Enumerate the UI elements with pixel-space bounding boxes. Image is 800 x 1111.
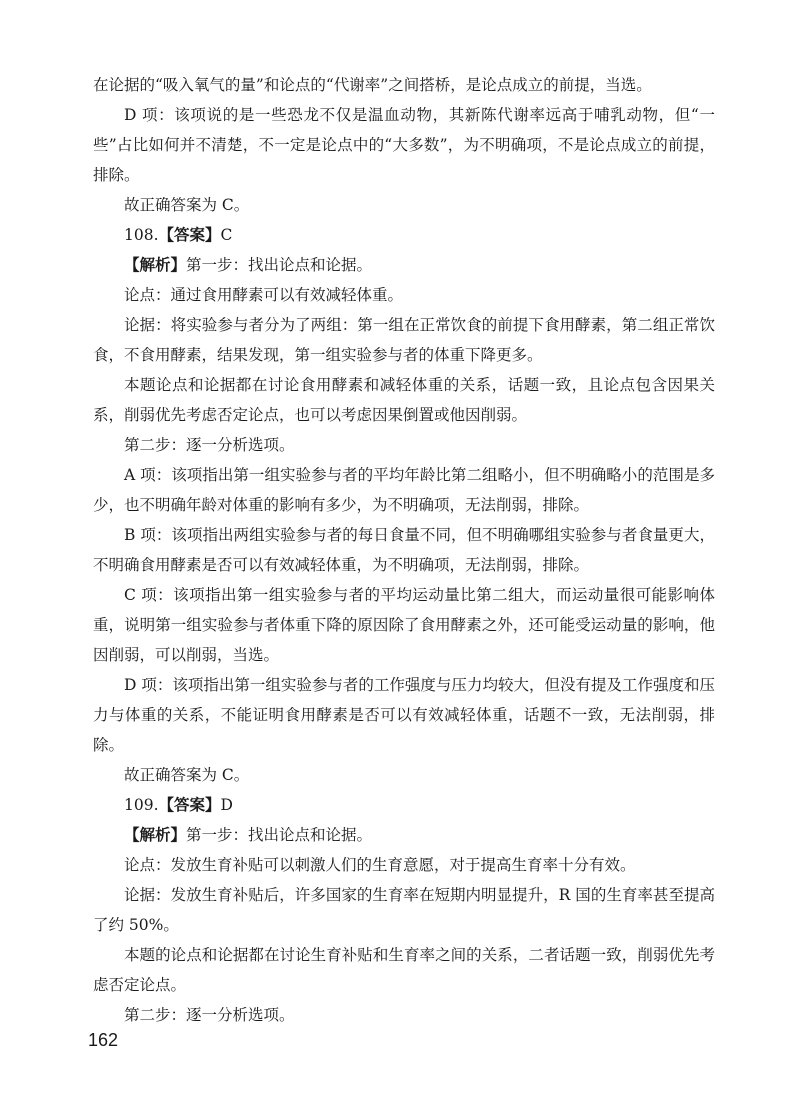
- question-number: 109.: [124, 796, 159, 814]
- paragraph: 第二步：逐一分析选项。: [124, 436, 295, 454]
- answer-line: [93, 220, 715, 250]
- paragraph: 第二步：逐一分析选项。: [124, 1006, 295, 1024]
- paragraph: 本题的论点和论据都在讨论生育补贴和生育率之间的关系，二者话题一致，削弱优先考虑否定论点。: [93, 946, 715, 994]
- analysis-label: 【解析】: [124, 256, 187, 274]
- analysis-label: 【解析】: [124, 826, 187, 844]
- answer-label: 【答案】: [158, 226, 221, 244]
- analysis-text: 第一步：找出论点和论据。: [186, 256, 373, 274]
- question-number: 108.: [124, 226, 159, 244]
- answer-value: C: [220, 226, 233, 244]
- analysis-text: 第一步：找出论点和论据。: [186, 826, 373, 844]
- option-paragraph: D 项：该项指出第一组实验参与者的工作强度与压力均较大，但没有提及工作强度和压力与体重的关系，不能证明食用酵素是否可以有效减轻体重，话题不一致，无法削弱，排除。: [93, 676, 715, 754]
- document-body: [93, 70, 715, 1030]
- paragraph: 论点：发放生育补贴可以刺激人们的生育意愿，对于提高生育率十分有效。: [124, 856, 636, 874]
- answer-line: [93, 790, 715, 820]
- page-number: 162: [88, 1030, 119, 1050]
- paragraph: 本题论点和论据都在讨论食用酵素和减轻体重的关系，话题一致，且论点包含因果关系，削弱优先考虑否定论点，也可以考虑因果倒置或他因削弱。: [93, 376, 715, 424]
- option-paragraph: C 项：该项指出第一组实验参与者的平均运动量比第二组大，而运动量很可能影响体重，说明第一组实验参与者体重下降的原因除了食用酵素之外，还可能受运动量的影响，他因削弱，可以削弱，当选。: [93, 586, 715, 664]
- paragraph: 故正确答案为 C。: [124, 766, 250, 784]
- analysis-line: [93, 250, 715, 280]
- option-paragraph: A 项：该项指出第一组实验参与者的平均年龄比第二组略小，但不明确略小的范围是多少，也不明确年龄对体重的影响有多少，为不明确项，无法削弱，排除。: [93, 466, 715, 514]
- option-paragraph: B 项：该项指出两组实验参与者的每日食量不同，但不明确哪组实验参与者食量更大，不明确食用酵素是否可以有效减轻体重，为不明确项，无法削弱，排除。: [93, 526, 715, 574]
- paragraph: 论据：发放生育补贴后，许多国家的生育率在短期内明显提升，R 国的生育率甚至提高了约 50%。: [93, 886, 715, 934]
- paragraph: 在论据的“吸入氧气的量”和论点的“代谢率”之间搭桥，是论点成立的前提，当选。: [93, 76, 652, 94]
- answer-label: 【答案】: [158, 796, 221, 814]
- paragraph: 论点：通过食用酵素可以有效减轻体重。: [124, 286, 404, 304]
- paragraph: D 项：该项说的是一些恐龙不仅是温血动物，其新陈代谢率远高于哺乳动物，但“一些”占比如何并不清楚，不一定是论点中的“大多数”，为不明确项，不是论点成立的前提，排除。: [93, 106, 715, 184]
- answer-value: D: [220, 796, 233, 814]
- analysis-line: [93, 820, 715, 850]
- paragraph: 故正确答案为 C。: [124, 196, 250, 214]
- paragraph: 论据：将实验参与者分为了两组：第一组在正常饮食的前提下食用酵素，第二组正常饮食，不食用酵素，结果发现，第一组实验参与者的体重下降更多。: [93, 316, 715, 364]
